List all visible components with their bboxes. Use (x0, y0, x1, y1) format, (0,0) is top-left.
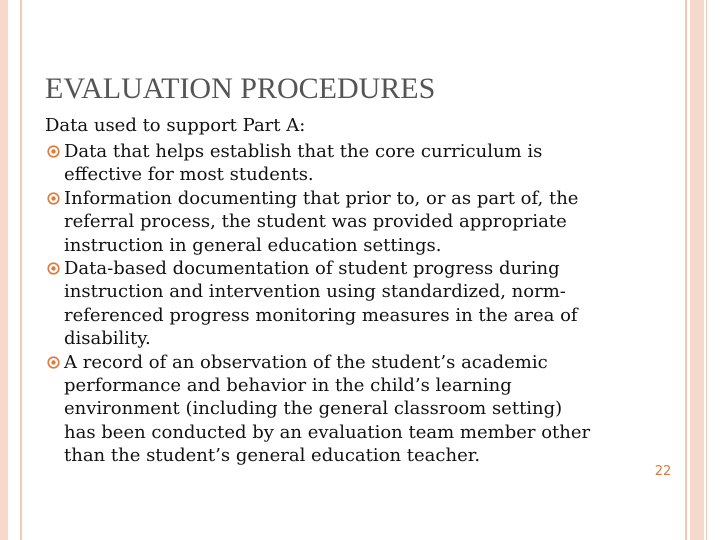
bullet-item (45, 140, 685, 187)
bullet-item (45, 187, 685, 257)
bullet-text-line: referral process, the student was provided appropriate (64, 211, 567, 233)
bullet-text-line: Information documenting that prior to, or as part of, the (64, 187, 579, 209)
left-border-line (20, 0, 22, 540)
right-border-band (690, 0, 704, 540)
bullet-text-line: instruction in general education settings. (64, 234, 442, 256)
bullet-text-line: effective for most students. (64, 164, 314, 186)
right-border-line-outer (706, 0, 707, 540)
bullet-text-line: disability. (64, 328, 151, 350)
bullet-item (45, 351, 685, 468)
right-border-line (685, 0, 687, 540)
page-number-badge (644, 452, 682, 490)
bullet-text-line: Data that helps establish that the core curriculum is (64, 141, 543, 162)
left-border-band (0, 0, 8, 540)
bullet-text-line: than the student’s general education teacher. (64, 445, 481, 467)
bullet-text-line: has been conducted by an evaluation team member other (64, 421, 591, 443)
bullet-dot-icon (47, 145, 60, 158)
page-number: 22 (654, 463, 672, 479)
bullet-item (45, 257, 685, 351)
bullet-text-line: instruction and intervention using standardized, norm- (64, 281, 566, 303)
bullet-text-line: A record of an observation of the student’s academic (64, 351, 548, 373)
slide-title: EVALUATION PROCEDURES (45, 72, 436, 105)
bullet-dot-icon (47, 192, 60, 205)
bullet-text-line: Data-based documentation of student progress during (64, 258, 560, 280)
bullet-text-line: referenced progress monitoring measures in the area of (64, 304, 578, 326)
bullet-list (45, 140, 685, 468)
bullet-dot-icon (47, 262, 60, 275)
bullet-text-line: performance and behavior in the child’s learning (64, 375, 512, 397)
bullet-dot-icon (47, 356, 60, 369)
intro-text: Data used to support Part A: (45, 115, 306, 136)
bullet-text-line: environment (including the general classroom setting) (64, 398, 563, 420)
